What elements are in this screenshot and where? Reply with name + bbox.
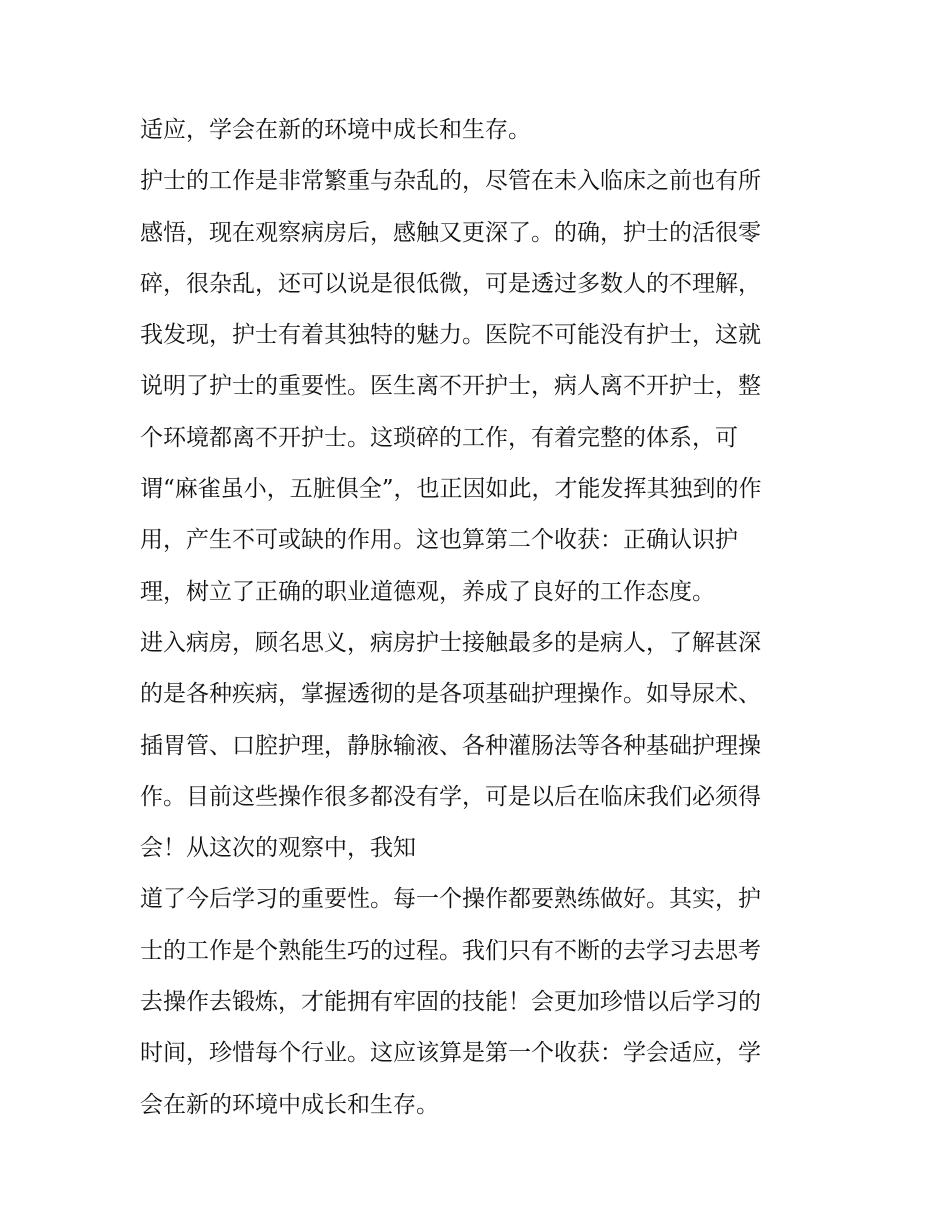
text-line: 谓“麻雀虽小，五脏俱全”，也正因如此，才能发挥其独到的作 bbox=[140, 476, 762, 503]
text-line: 感悟，现在观察病房后，感触又更深了。的确，护士的活很零 bbox=[140, 219, 761, 246]
text-line: 会在新的环境中成长和生存。 bbox=[140, 1091, 439, 1118]
text-line: 会！从这次的观察中，我知 bbox=[140, 835, 416, 862]
text-line: 我发现，护士有着其独特的魅力。医院不可能没有护士，这就 bbox=[140, 322, 761, 349]
text-line: 作。目前这些操作很多都没有学，可是以后在临床我们必须得 bbox=[140, 783, 761, 810]
text-line: 适应，学会在新的环境中成长和生存。 bbox=[140, 117, 531, 143]
text-line: 用，产生不可或缺的作用。这也算第二个收获：正确认识护 bbox=[140, 527, 738, 554]
text-line: 护士的工作是非常繁重与杂乱的，尽管在未入临床之前也有所 bbox=[140, 168, 761, 195]
text-line: 进入病房，顾名思义，病房护士接触最多的是病人，了解甚深 bbox=[140, 629, 761, 656]
body-text bbox=[140, 108, 820, 1134]
text-line: 理，树立了正确的职业道德观，养成了良好的工作态度。 bbox=[140, 578, 715, 605]
text-line: 士的工作是个熟能生巧的过程。我们只有不断的去学习去思考 bbox=[140, 937, 761, 964]
text-line: 道了今后学习的重要性。每一个操作都要熟练做好。其实，护 bbox=[140, 886, 761, 913]
text-line: 说明了护士的重要性。医生离不开护士，病人离不开护士，整 bbox=[140, 373, 761, 400]
text-line: 个环境都离不开护士。这琐碎的工作，有着完整的体系，可 bbox=[140, 424, 738, 451]
text-line: 去操作去锻炼，才能拥有牢固的技能！会更加珍惜以后学习的 bbox=[140, 989, 761, 1016]
text-line: 的是各种疾病，掌握透彻的是各项基础护理操作。如导尿术、 bbox=[140, 681, 761, 708]
text-line: 时间，珍惜每个行业。这应该算是第一个收获：学会适应，学 bbox=[140, 1040, 761, 1067]
text-line: 碎，很杂乱，还可以说是很低微，可是透过多数人的不理解， bbox=[140, 270, 761, 297]
text-line: 插胃管、口腔护理，静脉输液、各种灌肠法等各种基础护理操 bbox=[140, 732, 761, 759]
